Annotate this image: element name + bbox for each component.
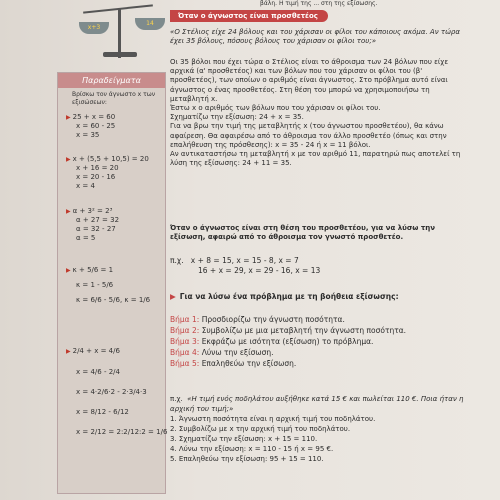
bullet-icon: ▶ — [170, 292, 176, 301]
example-line: κ = 6/6 - 5/6, κ = 1/6 — [76, 296, 151, 304]
step-item: Βήμα 2: Συμβολίζω με μια μεταβλητή την άγνωστη ποσότητα. — [170, 326, 407, 335]
example-3 — [66, 207, 119, 243]
explanation-paragraph: Αν αντικαταστήσω τη μεταβλητή x με τον αριθμό 11, παρατηρώ πως αποτελεί τη λύση της εξίσωσης: 24 + 11 = 35. — [170, 150, 461, 168]
example-2 — [66, 155, 149, 191]
example-line: 25 + x = 60 — [72, 113, 116, 121]
examples-label: π.χ. — [170, 256, 184, 265]
step-item: Βήμα 5: Επαληθεύω την εξίσωση. — [170, 359, 297, 368]
example-line: x + (5,5 + 10,5) = 20 — [72, 155, 149, 163]
problem-1: «Ο Στέλιος είχε 24 βόλους και του χάρισαν οι φίλοι του κάποιους ακόμα. Αν τώρα έχει 35 βόλους, πόσους βόλους του χάρισαν οι φίλοι του;» — [170, 28, 460, 46]
step-item: Βήμα 1: Προσδιορίζω την άγνωστη ποσότητα. — [170, 315, 345, 324]
example-line: x = 35 — [76, 131, 100, 139]
example-line: α + 27 = 32 — [76, 216, 120, 224]
arrow-icon: ▶ — [66, 156, 71, 163]
left-column — [0, 0, 168, 500]
rule-paragraph: Όταν ο άγνωστος είναι στη θέση του προσθετέου, για να λύσω την εξίσωση, αφαιρώ από το άθροισμα τον γνωστό προσθετέο. — [170, 224, 436, 242]
steps-list — [170, 314, 406, 369]
bottom-step: 4. Λύνω την εξίσωση: x = 110 - 15 ή x = 95 €. — [170, 445, 334, 453]
example-line: x = 8/12 - 6/12 — [76, 408, 129, 416]
arrow-icon: ▶ — [66, 208, 71, 215]
bottom-step: 3. Σχηματίζω την εξίσωση: x + 15 = 110. — [170, 435, 318, 443]
bottom-example — [170, 394, 470, 464]
equation-examples — [170, 256, 320, 276]
example-equation: x + 8 = 15, x = 15 - 8, x = 7 — [190, 256, 299, 265]
arrow-icon: ▶ — [66, 267, 71, 274]
example-line: x = 4 — [76, 182, 95, 190]
example-4 — [66, 263, 150, 308]
example-line: α = 5 — [76, 234, 96, 242]
bottom-step: 5. Επαληθεύω την εξίσωση: 95 + 15 = 110. — [170, 455, 324, 463]
explanation-paragraph: Έστω x ο αριθμός των βόλων που του χάρισαν οι φίλοι του. — [170, 104, 381, 113]
bottom-step: 1. Άγνωστη ποσότητα είναι η αρχική τιμή του ποδηλάτου. — [170, 415, 376, 423]
examples-box — [57, 72, 166, 494]
example-line: α = 32 - 27 — [76, 225, 116, 233]
scale-pole — [118, 8, 121, 58]
example-5 — [66, 341, 167, 442]
scale-pan-right: 14 — [135, 18, 165, 30]
explanation — [170, 58, 470, 168]
bottom-label: π.χ. — [170, 395, 183, 403]
example-line: κ = 1 - 5/6 — [76, 281, 114, 289]
section-title: Όταν ο άγνωστος είναι προσθετέος — [170, 10, 328, 22]
example-line: x = 4/6 - 2/4 — [76, 368, 120, 376]
examples-intro: Βρίσκω τον άγνωστο x των εξισώσεων: — [72, 91, 156, 106]
example-line: x = 20 - 16 — [76, 173, 116, 181]
rule-text — [170, 224, 470, 242]
right-column — [170, 0, 490, 500]
examples-title: Παραδείγματα — [58, 73, 165, 88]
top-text: βάλη. Η τιμή της ... στη της εξίσωσης. — [260, 0, 378, 7]
example-line: x = 2/12 = 2:2/12:2 = 1/6 — [76, 428, 168, 436]
balance-scale-illustration — [55, 0, 165, 60]
explanation-paragraph: Οι 35 βόλοι που έχει τώρα ο Στέλιος είναι το άθροισμα των 24 βόλων που είχε αρχικά (α' προσθετέος) και των βόλων που του χάρισαν οι φίλοι του (β' προσθετέος), των οποίων ο αριθμός είναι άγνωστος. Στο πρόβλημα αυτό είναι άγνωστος ο ένας προσθετέος. Στη θέση του μπορώ να χρησιμοποιήσω τη μεταβλητή x. — [170, 58, 449, 103]
steps-heading: ▶ Για να λύσω ένα πρόβλημα με τη βοήθεια εξίσωσης: — [170, 292, 399, 301]
example-line: 2/4 + x = 4/6 — [72, 347, 120, 355]
arrow-icon: ▶ — [66, 114, 71, 121]
scale-pan-left: x+3 — [79, 22, 109, 34]
example-line: x + 16 = 20 — [76, 164, 119, 172]
bottom-step: 2. Συμβολίζω με x την αρχική τιμή του ποδηλάτου. — [170, 425, 351, 433]
bottom-problem: «Η τιμή ενός ποδηλάτου αυξήθηκε κατά 15 € και πωλείται 110 €. Ποια ήταν η αρχική του τιμή;» — [170, 395, 464, 413]
example-line: x = 4·2/6·2 - 2·3/4·3 — [76, 388, 147, 396]
problem-text — [170, 28, 470, 46]
explanation-paragraph: Σχηματίζω την εξίσωση: 24 + x = 35. — [170, 113, 304, 122]
example-1 — [66, 113, 115, 140]
step-item: Βήμα 4: Λύνω την εξίσωση. — [170, 348, 274, 357]
example-line: κ + 5/6 = 1 — [72, 266, 114, 274]
explanation-paragraph: Για να βρω την τιμή της μεταβλητής x (του άγνωστου προσθετέου), θα κάνω αφαίρεση. Θα αφαιρέσω από το άθροισμα τον άλλο προσθετέο (όπως και στην επαλήθευση της πρόσθεσης): x = 35 - 24 ή x = 11 βόλοι. — [170, 122, 447, 149]
step-item: Βήμα 3: Εκφράζω με ισότητα (εξίσωση) το πρόβλημα. — [170, 337, 374, 346]
example-equation: 16 + x = 29, x = 29 - 16, x = 13 — [198, 266, 321, 275]
scale-base — [103, 52, 137, 57]
example-line: x = 60 - 25 — [76, 122, 116, 130]
example-line: α + 3² = 2³ — [72, 207, 113, 215]
arrow-icon: ▶ — [66, 348, 71, 355]
